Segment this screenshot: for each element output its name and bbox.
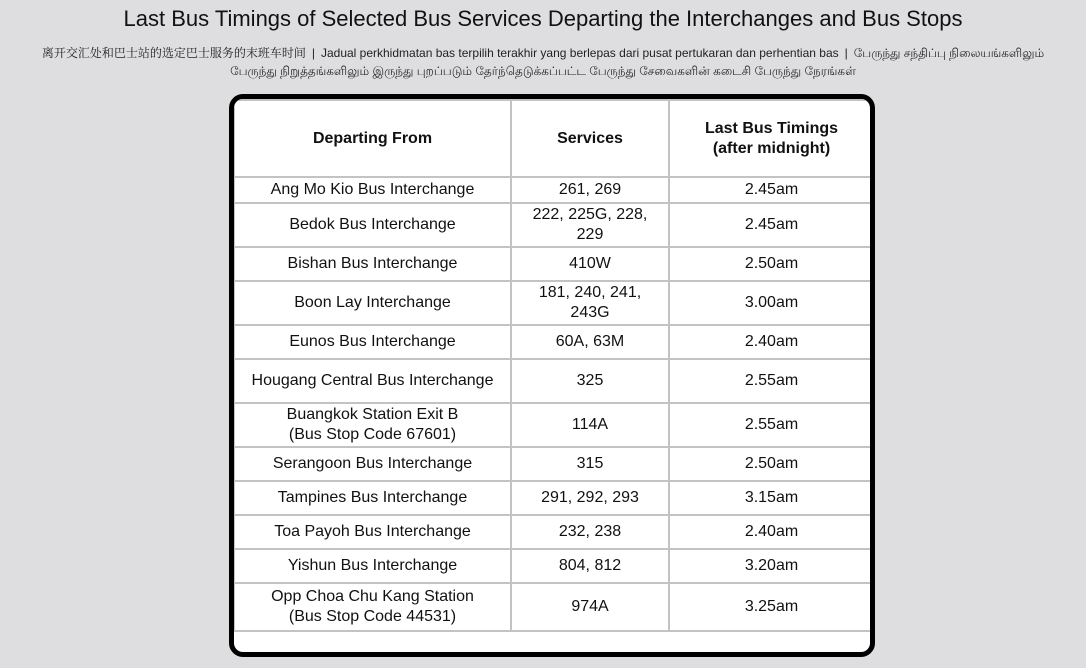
subtitle-chinese: 离开交汇处和巴士站的选定巴士服务的末班车时间 <box>41 46 306 60</box>
table-row <box>234 281 874 325</box>
from-line1: Buangkok Station Exit B <box>286 406 459 423</box>
subtitle-separator: | <box>311 46 315 60</box>
cell-departing-from <box>234 325 511 359</box>
header-services: Services <box>511 100 669 177</box>
table-row <box>234 325 874 359</box>
from-line1: Tampines Bus Interchange <box>277 489 468 506</box>
cell-last-bus-time: 3.25am <box>669 583 874 631</box>
table-row <box>234 203 874 247</box>
table-row <box>234 515 874 549</box>
cell-last-bus-time: 3.15am <box>669 481 874 515</box>
last-bus-timings-table <box>233 99 875 632</box>
header-departing-from: Departing From <box>234 100 511 177</box>
services-line1: 261, 269 <box>558 181 622 198</box>
cell-services <box>511 359 669 403</box>
services-line1: 114A <box>571 416 609 433</box>
from-line1: Opp Choa Chu Kang Station <box>271 588 474 605</box>
from-line1: Boon Lay Interchange <box>294 294 451 311</box>
cell-last-bus-time: 2.50am <box>669 447 874 481</box>
from-line2: (Bus Stop Code 67601) <box>288 426 457 443</box>
header-last-bus-line1: Last Bus Timings <box>704 119 839 137</box>
cell-departing-from <box>234 515 511 549</box>
header-last-bus-line2: (after midnight) <box>712 139 831 157</box>
cell-last-bus-time: 2.40am <box>669 325 874 359</box>
cell-departing-from <box>234 447 511 481</box>
table-row <box>234 177 874 203</box>
cell-departing-from <box>234 203 511 247</box>
services-line1: 60A, 63M <box>555 333 625 350</box>
services-line1: 315 <box>576 455 604 472</box>
from-line1: Yishun Bus Interchange <box>287 557 458 574</box>
cell-services <box>511 281 669 325</box>
from-line1: Bedok Bus Interchange <box>289 216 456 233</box>
cell-services <box>511 325 669 359</box>
cell-departing-from <box>234 281 511 325</box>
from-line1: Toa Payoh Bus Interchange <box>274 523 471 540</box>
cell-last-bus-time: 3.00am <box>669 281 874 325</box>
services-line1: 232, 238 <box>558 523 622 540</box>
table-row <box>234 447 874 481</box>
table-row <box>234 549 874 583</box>
cell-departing-from <box>234 583 511 631</box>
multilingual-subtitle <box>30 44 1056 80</box>
table-header-row <box>234 100 874 177</box>
table-row <box>234 359 874 403</box>
services-line1: 325 <box>576 372 604 389</box>
cell-departing-from <box>234 177 511 203</box>
services-line1: 974A <box>571 598 609 615</box>
cell-services <box>511 515 669 549</box>
cell-services <box>511 177 669 203</box>
cell-departing-from <box>234 481 511 515</box>
cell-services <box>511 481 669 515</box>
table-row <box>234 247 874 281</box>
subtitle-tamil: பேருந்து சந்திப்பு நிலையங்களிலும் பேருந்து நிறுத்தங்களிலும் இருந்து புறப்படும் தேர்ந்தெடுக்கப்பட்ட பேருந்து சேவைகளின் கடைசி பேருந்து நேரங்கள் <box>230 46 1045 78</box>
cell-services <box>511 403 669 447</box>
page-title: Last Bus Timings of Selected Bus Services Departing the Interchanges and Bus Stops <box>123 6 963 31</box>
from-line1: Bishan Bus Interchange <box>287 255 458 272</box>
from-line1: Ang Mo Kio Bus Interchange <box>270 181 475 198</box>
table-row <box>234 583 874 631</box>
subtitle-malay: Jadual perkhidmatan bas terpilih terakhir yang berlepas dari pusat pertukaran dan perhentian bas <box>320 46 839 60</box>
services-line1: 291, 292, 293 <box>541 489 639 506</box>
header-last-bus-timings <box>669 100 874 177</box>
cell-services <box>511 247 669 281</box>
table-row <box>234 481 874 515</box>
cell-services <box>511 549 669 583</box>
table-row <box>234 403 874 447</box>
cell-services <box>511 583 669 631</box>
timings-table-frame <box>229 94 875 657</box>
services-line2: 229 <box>576 226 604 243</box>
cell-departing-from <box>234 549 511 583</box>
from-line2: (Bus Stop Code 44531) <box>288 608 457 625</box>
cell-last-bus-time: 2.45am <box>669 177 874 203</box>
cell-services <box>511 447 669 481</box>
cell-departing-from <box>234 359 511 403</box>
services-line1: 181, 240, 241, <box>538 284 642 301</box>
cell-departing-from <box>234 247 511 281</box>
services-line1: 804, 812 <box>558 557 622 574</box>
cell-last-bus-time: 2.55am <box>669 359 874 403</box>
services-line2: 243G <box>570 304 610 321</box>
subtitle-separator: | <box>844 46 848 60</box>
cell-last-bus-time: 2.45am <box>669 203 874 247</box>
services-line1: 222, 225G, 228, <box>532 206 648 223</box>
cell-last-bus-time: 2.40am <box>669 515 874 549</box>
from-line1: Eunos Bus Interchange <box>289 333 456 350</box>
services-line1: 410W <box>569 255 611 272</box>
cell-last-bus-time: 2.50am <box>669 247 874 281</box>
from-line1: Hougang Central Bus Interchange <box>251 372 494 389</box>
cell-departing-from <box>234 403 511 447</box>
from-line1: Serangoon Bus Interchange <box>272 455 473 472</box>
cell-last-bus-time: 3.20am <box>669 549 874 583</box>
cell-services <box>511 203 669 247</box>
cell-last-bus-time: 2.55am <box>669 403 874 447</box>
